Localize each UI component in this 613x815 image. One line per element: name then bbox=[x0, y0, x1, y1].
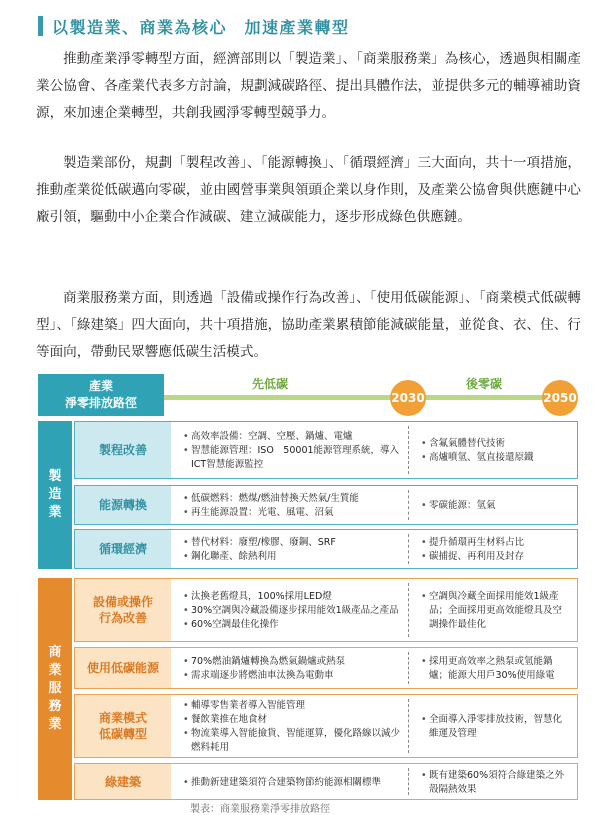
list-item: • 空調與冷藏全面採用能效1級產品；全面採用更高效能燈具及空調操作最佳化 bbox=[421, 590, 571, 632]
paragraph-commerce bbox=[36, 285, 581, 366]
commerce-section bbox=[38, 578, 578, 800]
row-name-line1: 綠建築 bbox=[104, 774, 141, 789]
row-name bbox=[75, 695, 171, 757]
list-item: • 高爐噴氫、氫直接還原鐵 bbox=[421, 451, 571, 465]
paragraph-manufacturing bbox=[36, 150, 581, 231]
list-item: • 餐飲業推在地食材 bbox=[183, 713, 402, 727]
row-name bbox=[75, 648, 171, 688]
list-item: • 高效率設備：空調、空壓、鍋爐、電爐 bbox=[183, 430, 402, 444]
list-item: • 低碳燃料：燃煤/燃油替換天然氣/生質能 bbox=[183, 492, 402, 506]
row-zero-carbon-measures bbox=[409, 579, 577, 641]
commerce-label-text: 商業服務業 bbox=[48, 645, 62, 732]
section-heading bbox=[38, 14, 350, 38]
row-low-carbon-measures bbox=[171, 699, 409, 753]
list-item: • 70%燃油鍋爐轉換為燃氣鍋爐或熱泵 bbox=[183, 655, 402, 669]
table-row bbox=[74, 529, 578, 569]
row-low-carbon-measures bbox=[171, 768, 409, 795]
row-name: 循環經濟 bbox=[75, 530, 171, 568]
timeline-title-line2: 淨零排放路徑 bbox=[64, 396, 137, 410]
table-row bbox=[74, 485, 578, 525]
timeline-year-2030: 2030 bbox=[390, 380, 426, 416]
table-row bbox=[74, 694, 578, 758]
timeline-header bbox=[38, 374, 578, 416]
list-item: • 需求端逐步將燃油車汰換為電動車 bbox=[183, 669, 402, 683]
list-item: • 30%空調與冷藏設備逐步採用能效1級產品之產品 bbox=[183, 604, 402, 618]
list-item: • 含氟氣體替代技術 bbox=[421, 437, 571, 451]
table-caption: 製表：商業服務業淨零排放路徑 bbox=[190, 804, 330, 815]
row-name: 製程改善 bbox=[75, 422, 171, 478]
row-name-line2: 行為改善 bbox=[98, 611, 147, 625]
row-name-line2: 低碳轉型 bbox=[98, 727, 147, 741]
paragraph-commerce-text: 商業服務業方面，則透過「設備或操作行為改善」、「使用低碳能源」、「商業模式低碳轉型」、「綠建築」四大面向，共十項措施，協助產業累積節能減碳能量，並從食、衣、住、行等面向，帶動民眾響應低碳生活模式。 bbox=[36, 290, 581, 360]
list-item: • 智慧能源管理：ISO 50001能源管理系統，導入ICT智慧能源監控 bbox=[183, 444, 402, 472]
row-low-carbon-measures bbox=[171, 490, 409, 520]
table-row bbox=[74, 647, 578, 689]
list-item: • 60%空調最佳化操作 bbox=[183, 618, 402, 632]
timeline-year-2050: 2050 bbox=[542, 380, 578, 416]
heading-accent-bar bbox=[38, 16, 43, 36]
list-item: • 推動新建建築須符合建築物節約能源相關標準 bbox=[183, 776, 402, 790]
paragraph-intro bbox=[36, 46, 581, 127]
row-low-carbon-measures bbox=[171, 583, 409, 637]
row-name-line1: 商業模式 bbox=[98, 711, 147, 725]
list-item: • 汰換老舊燈具，100%採用LED燈 bbox=[183, 590, 402, 604]
list-item: • 再生能源設置：光電、風電、沼氣 bbox=[183, 506, 402, 520]
row-zero-carbon-measures bbox=[409, 486, 577, 524]
list-item: • 物流業導入智能撿貨、智能運算，優化路線以減少燃料耗用 bbox=[183, 727, 402, 755]
table-row bbox=[74, 421, 578, 479]
row-zero-carbon-measures bbox=[409, 422, 577, 478]
row-low-carbon-measures bbox=[171, 534, 409, 564]
row-name: 能源轉換 bbox=[75, 486, 171, 524]
list-item: • 鋼化聯產、餘熱利用 bbox=[183, 550, 402, 564]
timeline-phase-low-carbon: 先低碳 bbox=[252, 377, 289, 391]
heading-text: 以製造業、商業為核心 加速產業轉型 bbox=[52, 17, 350, 37]
timeline-phase-zero-carbon: 後零碳 bbox=[466, 377, 503, 391]
row-zero-carbon-measures bbox=[409, 764, 577, 799]
manufacturing-label-text: 製造業 bbox=[48, 469, 62, 520]
row-zero-carbon-measures bbox=[409, 695, 577, 757]
paragraph-intro-text: 推動產業淨零轉型方面，經濟部則以「製造業」、「商業服務業」為核心，透過與相關產業公協會、各產業代表多方討論，規劃減碳路徑、提出具體作法，並提供多元的輔導補助資源，來加速企業轉型，共創我國淨零轉型競爭力。 bbox=[36, 51, 581, 121]
row-low-carbon-measures bbox=[171, 652, 409, 684]
row-zero-carbon-measures bbox=[409, 530, 577, 568]
list-item: • 碳捕捉、再利用及封存 bbox=[421, 550, 571, 564]
timeline-title-line1: 產業 bbox=[88, 379, 113, 393]
list-item: • 零碳能源：氫氣 bbox=[421, 499, 571, 513]
list-item: • 全面導入淨零排放技術，智慧化維運及管理 bbox=[421, 713, 571, 741]
row-name-line1: 設備或操作 bbox=[92, 595, 153, 609]
table-row bbox=[74, 578, 578, 642]
row-name-line1: 使用低碳能源 bbox=[86, 661, 159, 675]
paragraph-manufacturing-text: 製造業部份，規劃「製程改善」、「能源轉換」、「循環經濟」三大面向，共十一項措施，推動產業從低碳邁向零碳，並由國營事業與領頭企業以身作則，及產業公協會與供應鏈中心廠引領，驅動中小企業合作減碳、建立減碳能力，逐步形成綠色供應鏈。 bbox=[36, 155, 581, 225]
timeline-title bbox=[38, 374, 164, 416]
table-row bbox=[74, 763, 578, 800]
list-item: • 輔導零售業者導入智能管理 bbox=[183, 699, 402, 713]
list-item: • 既有建築60%須符合綠建築之外殼隔熱效果 bbox=[421, 769, 571, 797]
list-item: • 提升循環再生材料占比 bbox=[421, 536, 571, 550]
commerce-label bbox=[38, 578, 72, 800]
manufacturing-label bbox=[38, 421, 72, 569]
timeline-bar bbox=[164, 395, 572, 400]
row-name bbox=[75, 764, 171, 799]
row-zero-carbon-measures bbox=[409, 648, 577, 688]
manufacturing-section bbox=[38, 421, 578, 569]
row-low-carbon-measures bbox=[171, 426, 409, 474]
list-item: • 採用更高效率之熱泵或氫能鍋爐；能源大用戶30%使用綠電 bbox=[421, 655, 571, 683]
list-item: • 替代材料：廢塑/橡膠、廢鋼、SRF bbox=[183, 536, 402, 550]
row-name bbox=[75, 579, 171, 641]
